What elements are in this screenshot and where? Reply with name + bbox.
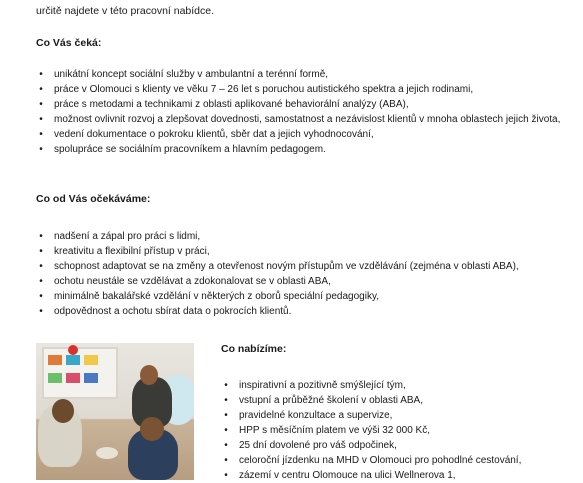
therapy-session-photo (36, 343, 194, 480)
bullet-icon: • (39, 69, 43, 80)
bullet-icon: • (224, 425, 228, 436)
toy-box (84, 373, 98, 383)
heading-what-awaits: Co Vás čeká: (36, 37, 102, 49)
list-item: • nadšení a zápal pro práci s lidmi, (36, 229, 519, 244)
bullet-icon: • (39, 261, 43, 272)
toy-box (48, 373, 62, 383)
bullet-icon: • (39, 114, 43, 125)
child-head (140, 417, 164, 441)
bullet-icon: • (39, 246, 43, 257)
heading-what-we-expect: Co od Vás očekáváme: (36, 193, 151, 205)
list-item: • spolupráce se sociálním pracovníkem a hlavním pedagogem. (36, 142, 574, 157)
list-item: • HPP s měsíčním platem ve výši 32 000 Kč, (221, 423, 521, 438)
list-item: • minimálně bakalářské vzdělání v některých z oborů speciální pedagogiky, (36, 289, 519, 304)
list-item: • práce v Olomouci s klienty ve věku 7 – 26 let s poruchou autistického spektra a jejich rodinami, (36, 82, 574, 97)
bullet-icon: • (39, 84, 43, 95)
list-what-we-expect (36, 229, 519, 319)
bullet-icon: • (224, 470, 228, 481)
list-item: • pravidelné konzultace a supervize, (221, 408, 521, 423)
list-item: • inspirativní a pozitivně smýšlející tým, (221, 378, 521, 393)
bullet-icon: • (39, 99, 43, 110)
bullet-icon: • (224, 410, 228, 421)
toy-box (84, 355, 98, 365)
bullet-icon: • (39, 276, 43, 287)
cut-off-text-line (36, 0, 39, 3)
toy-box (66, 355, 80, 365)
list-item: • vedení dokumentace o pokroku klientů, sběr dat a jejich vyhodnocování, (36, 127, 574, 142)
bullet-icon: • (39, 129, 43, 140)
list-item: • 25 dní dovolené pro váš odpočinek, (221, 438, 521, 453)
list-what-awaits (36, 67, 574, 157)
list-item: • celoroční jízdenku na MHD v Olomouci pro pohodlné cestování, (221, 453, 521, 468)
woman-head (52, 399, 74, 423)
list-item: • možnost ovlivnit rozvoj a zlepšovat dovednosti, samostatnost a nezávislost klientů v mnoha oblastech jejich života, (36, 112, 574, 127)
bullet-icon: • (224, 380, 228, 391)
list-item: • kreativitu a flexibilní přístup v práci, (36, 244, 519, 259)
bullet-icon: • (39, 291, 43, 302)
bullet-icon: • (224, 395, 228, 406)
list-item: • zázemí v centru Olomouce na ulici Wellnerova 1, (221, 468, 521, 483)
list-item: • vstupní a průběžné školení v oblasti ABA, (221, 393, 521, 408)
toy-box (48, 355, 62, 365)
list-item: • ochotu neustále se vzdělávat a zdokonalovat se v oblasti ABA, (36, 274, 519, 289)
bullet-icon: • (39, 231, 43, 242)
list-we-offer (221, 378, 521, 483)
toy-shelf (42, 347, 118, 399)
bullet-icon: • (39, 306, 43, 317)
man-head (140, 365, 158, 385)
bullet-icon: • (224, 455, 228, 466)
heading-we-offer: Co nabízíme: (221, 343, 287, 355)
list-item: • odpovědnost a ochotu sbírat data o pokrocích klientů. (36, 304, 519, 319)
play-item (96, 447, 118, 459)
intro-tail-text: určitě najdete v této pracovní nabídce. (36, 5, 215, 17)
list-item: • schopnost adaptovat se na změny a otevřenost novým přístupům ve vzdělávání (zejména v oblasti ABA), (36, 259, 519, 274)
list-item: • unikátní koncept sociální služby v ambulantní a terénní formě, (36, 67, 574, 82)
list-item: • práce s metodami a technikami z oblasti aplikované behaviorální analýzy (ABA), (36, 97, 574, 112)
bullet-icon: • (39, 144, 43, 155)
red-ball (68, 345, 78, 355)
toy-box (66, 373, 80, 383)
bullet-icon: • (224, 440, 228, 451)
